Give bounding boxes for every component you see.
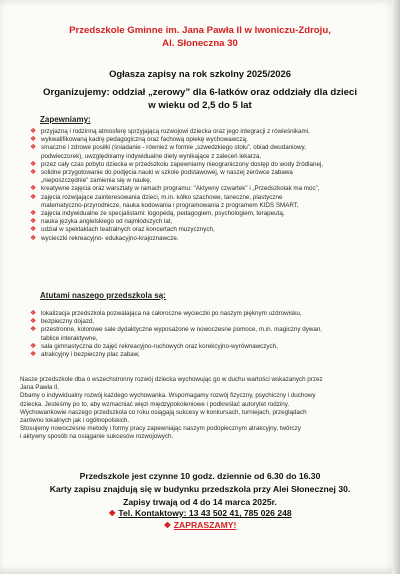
paragraph-line: Dbamy o indywidualny rozwój każdego wychowanka. Wspomagamy rozwój fizyczny, psychiczny i duchowy [20,392,316,400]
assets-item [30,310,385,318]
header-school-name: Przedszkole Gminne im. Jana Pawła II w Iwoniczu-Zdroju, [69,25,331,36]
assets-item [30,343,385,351]
guarantees-item [30,136,385,144]
assets-item-text: lokalizacja przedszkola pozwalająca na całoroczne wycieczki po naszym pięknym uzdrowisku, [41,310,302,317]
guarantees-item-text: zajęcia rozwijające zainteresowania dzieci, m.in. kółko szachowe, taneczne, plastyczne [41,193,283,201]
guarantees-item [30,194,385,210]
header-address: Al. Słoneczna 30 [162,38,238,49]
bullet-icon: ❖ [30,351,37,359]
guarantees-item-text: matematyczno-przyrodnicze, nauka kodowania i programowania z programem KIDS SMART, [41,201,299,209]
invite-text: ZAPRASZAMY! [173,520,237,530]
paragraph-line: dziecka. Jesteśmy po to, aby wzmacniać więzi międzypokoleniowe i podkreślać autorytet rodziny. [20,400,290,408]
guarantees-item-text: wykwalifikowaną kadrę pedagogiczną oraz fachową opiekę wychowawczą, [41,136,248,144]
guarantees-item [30,169,385,185]
bullet-icon: ❖ [30,318,37,326]
guarantees-item-text: „nieposzczędnie” zamienia się w naukę, [41,177,152,185]
guarantees-item [30,218,385,226]
assets-item [30,351,385,359]
guarantees-item [30,235,385,243]
guarantees-item-text: smaczne i zdrowe posiłki (śniadanie - również w formie „szwedzkiego stołu”, obiad dwudaniowy, [41,144,306,152]
guarantees-item [30,226,385,234]
bullet-icon: ❖ [30,326,37,334]
assets-item-text: tablice interaktywne, [41,334,98,342]
bullet-icon: ❖ [163,520,172,530]
bullet-icon: ❖ [30,193,37,201]
bullet-icon: ❖ [30,128,37,135]
bullet-icon: ❖ [30,136,37,144]
bullet-icon: ❖ [30,169,37,177]
assets-list [30,310,385,359]
contact-phone-line [0,508,400,520]
bullet-icon: ❖ [30,310,37,317]
description-paragraph [20,376,382,442]
bullet-icon: ❖ [30,234,37,242]
assets-item [30,318,385,326]
guarantees-item-text: podwieczorek), uwzględniamy indywidualne diety wynikające z zaleceń lekarza, [41,152,262,160]
guarantees-item-text: solidne przygotowanie do podjęcia nauki w szkole podstawowej, w naszej zerówce zabawa [41,169,293,177]
paragraph-line: zarówno lokalnych jak i ogólnopolskich. [20,417,130,425]
bullet-icon: ❖ [30,160,37,168]
assets-item-text: atrakcyjny i bezpieczny plac zabaw, [41,351,140,359]
registration-dates: Zapisy trwają od 4 do 14 marca 2025r. [123,497,277,507]
opening-hours: Przedszkole jest czynne 10 godz. dziennie od 6.30 do 16.30 [79,471,321,481]
assets-title: Atutami naszego przedszkola są: [40,291,166,300]
guarantees-item [30,210,385,218]
paragraph-line: Wychowankowie naszego przedszkola co roku osiągają sukcesy w konkursach, turniejach, przeglądach [20,408,307,416]
assets-item-text: przestronne, kolorowe sale dydaktyczne wyposażone w nowoczesne pomoce, m.in. magiczny dywan, [41,326,323,334]
registration-cards-info: Karty zapisu znajdują się w budynku przedszkola przy Alei Słonecznej 30. [49,484,351,494]
paragraph-line: Stosujemy nowoczesne metody i formy pracy zapewniając naszym podopiecznym atrakcyjny, twórczy [20,425,301,433]
assets-item-text: sala gimnastyczna do zajęć rekreacyjno-ruchowych oraz korekcyjno-wyrównawczych, [41,342,278,350]
bullet-icon: ❖ [30,226,37,234]
assets-item-text: bezpieczny dojazd, [41,318,95,326]
guarantees-item [30,144,385,160]
paragraph-line: i aktywny sposób na osiąganie sukcesów rozwojowych. [20,433,174,441]
paragraph-line: Jana Pawła II. [20,384,60,392]
guarantees-item-text: przez cały czas pobytu dziecka w przedszkolu zapewniamy nieograniczony dostęp do wody źródlanej, [41,160,324,168]
guarantees-item [30,128,385,136]
contact-phone: Tel. Kontaktowy: 13 43 502 41, 785 026 248 [118,508,292,518]
guarantees-item-text: nauka języka angielskiego od najmłodszych lat, [41,218,173,226]
guarantees-item [30,185,385,193]
assets-item [30,326,385,342]
bullet-icon: ❖ [30,144,37,152]
organize-line-1: Organizujemy: oddział „zerowy” dla 6-latków oraz oddziały dla dzieci [43,87,357,98]
bullet-icon: ❖ [108,508,117,518]
organize-line-2: w wieku od 2,5 do 5 lat [148,100,252,111]
bullet-icon: ❖ [30,218,37,226]
guarantees-title: Zapewniamy: [40,115,91,124]
invite-line [0,520,400,532]
guarantees-list [30,128,385,243]
guarantees-item-text: wycieczki rekreacyjno- edukacyjno-krajoznawcze. [41,234,179,242]
guarantees-item-text: kreatywne zajęcia oraz warsztaty w ramach programu: "Aktywny czwartek" i „Przedszkolak ma moc”, [41,185,320,193]
guarantees-item [30,161,385,169]
bullet-icon: ❖ [30,210,37,218]
announcement-title: Ogłasza zapisy na rok szkolny 2025/2026 [109,68,291,79]
guarantees-item-text: zajęcia indywidualne ze specjalistami: logopedą, pedagogiem, psychologiem, terapeutą, [41,210,285,218]
guarantees-item-text: udział w spektaklach teatralnych oraz koncertach muzycznych, [41,226,215,234]
paragraph-line: Nasze przedszkole dba o wszechstronny rozwój dziecka wychowując go w duchu wartości wskazanych przez [20,376,323,383]
guarantees-item-text: przyjazną i rodzinną atmosferę sprzyjającą rozwojowi dziecka oraz jego integracji z rówieśnikami, [41,128,310,135]
bullet-icon: ❖ [30,342,37,350]
bullet-icon: ❖ [30,185,37,193]
